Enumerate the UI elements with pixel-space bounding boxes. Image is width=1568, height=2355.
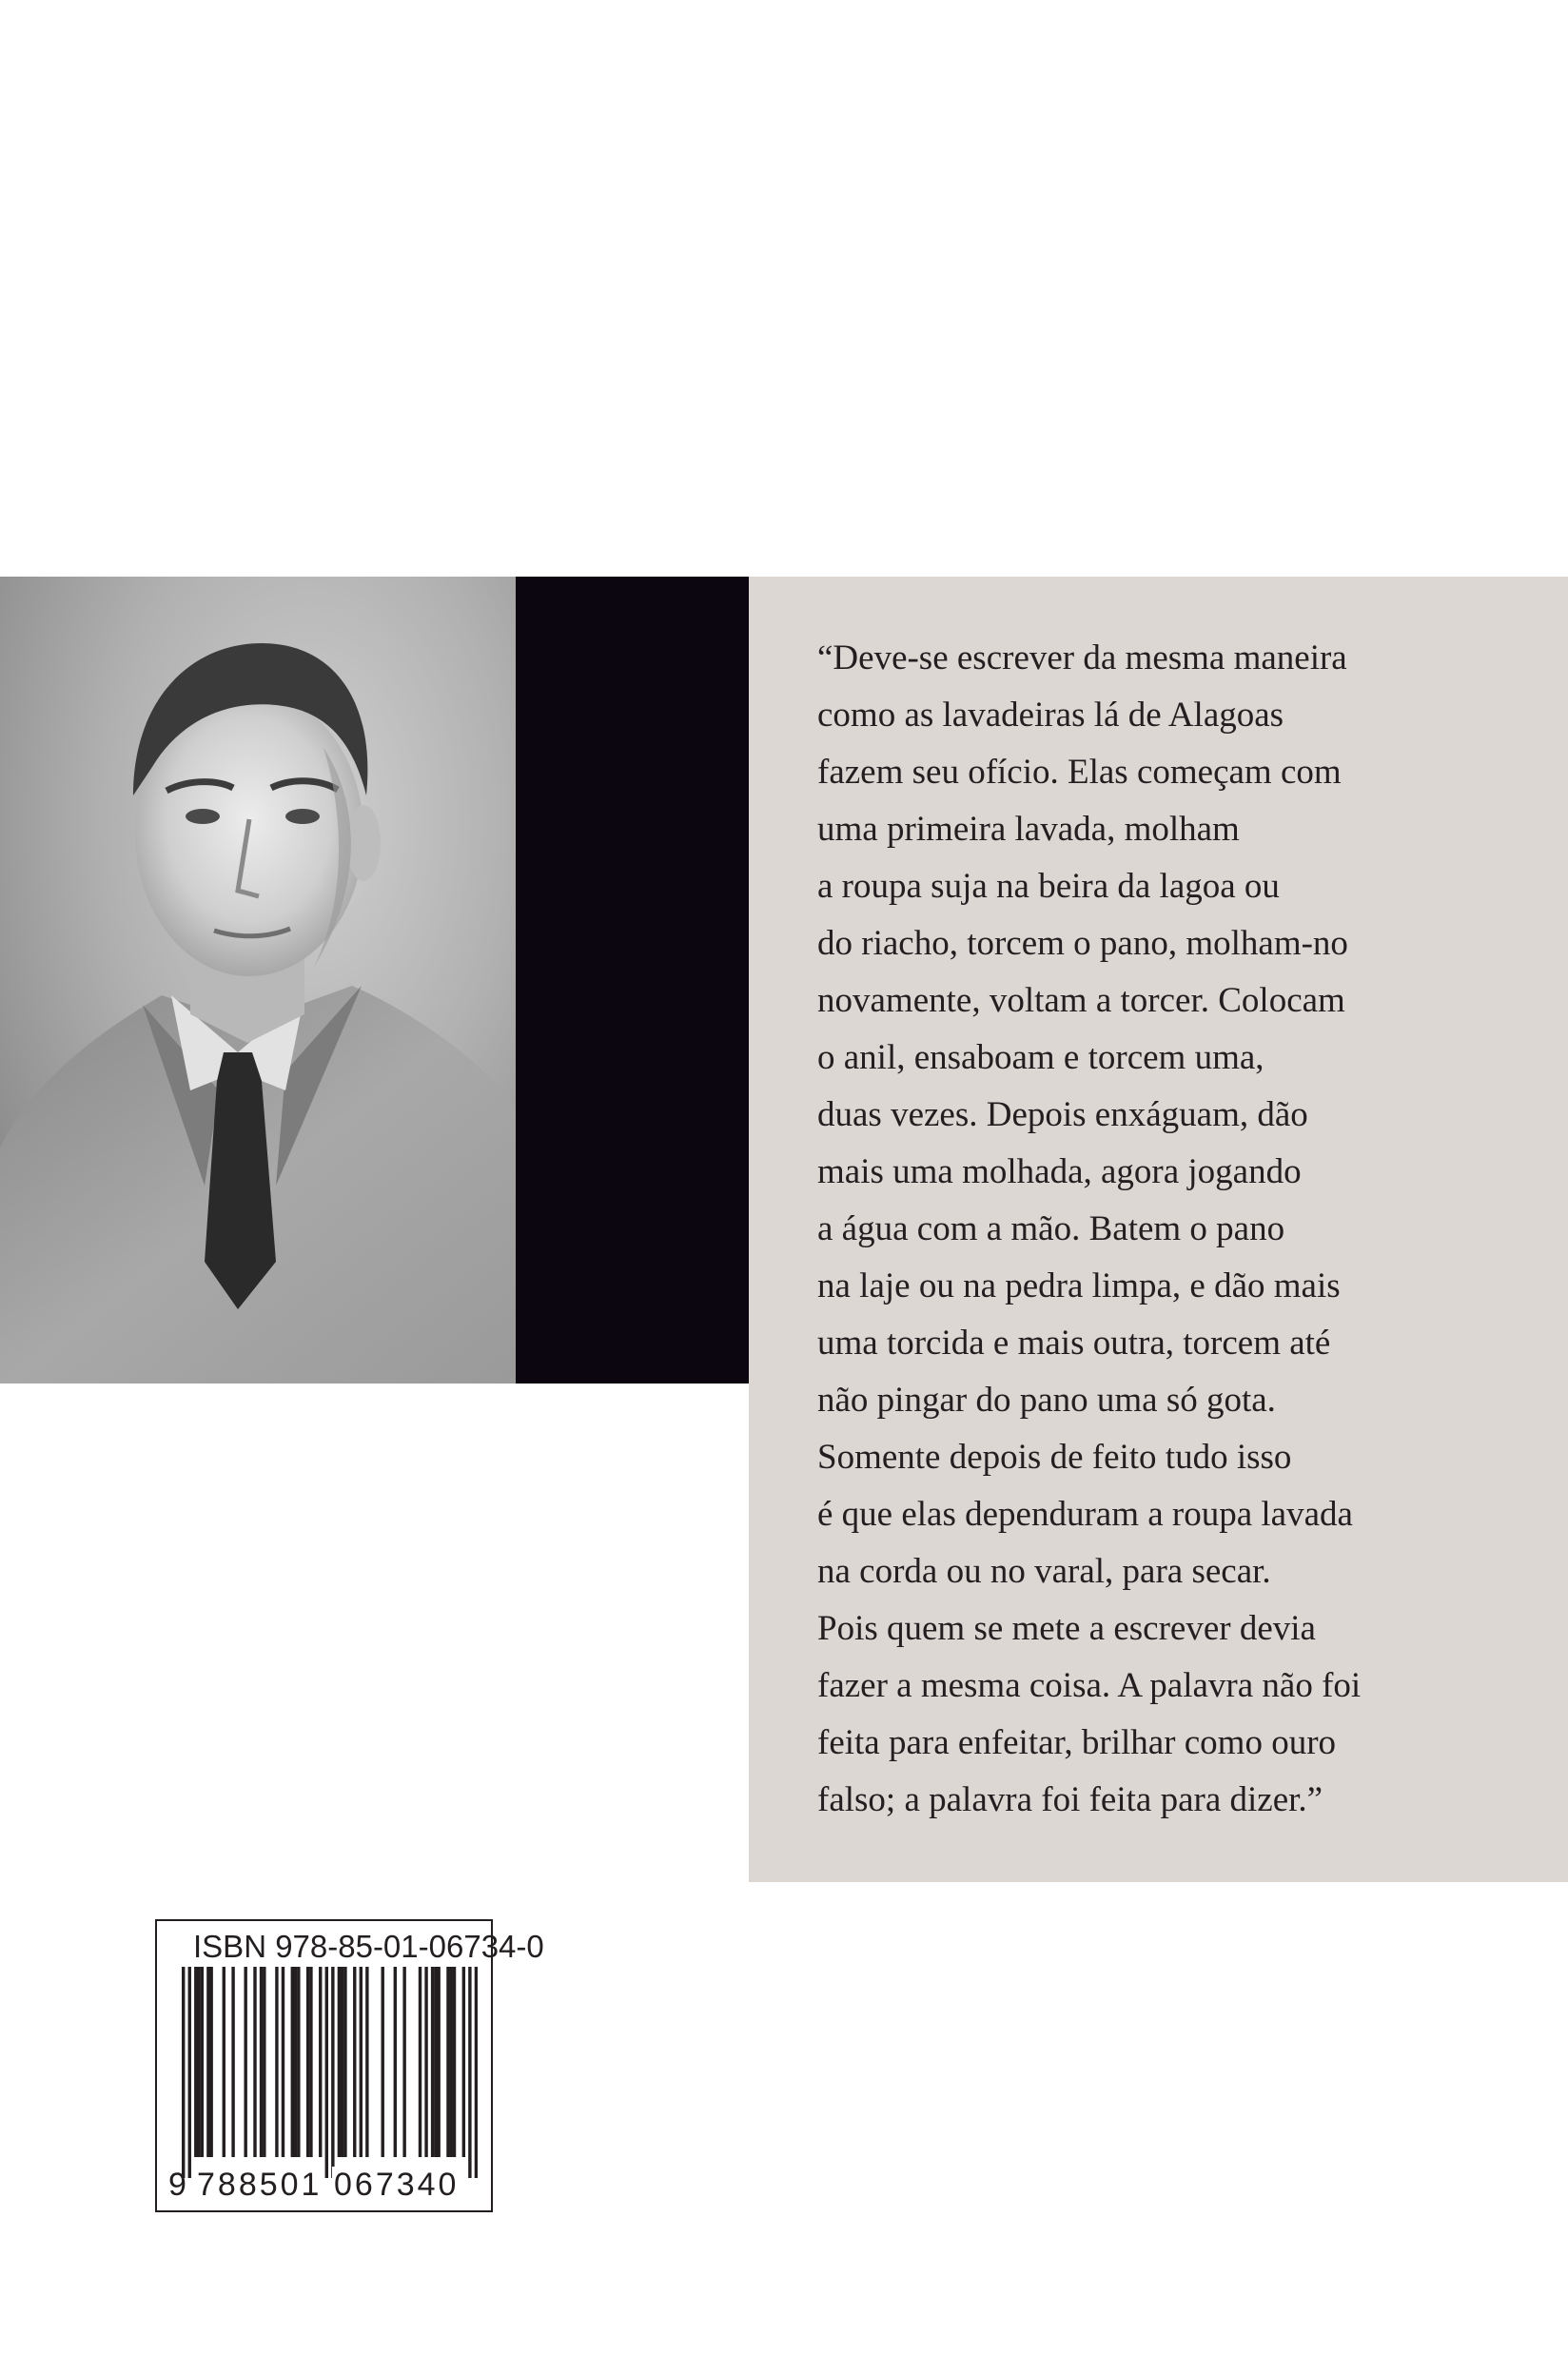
quote-line: a água com a mão. Batem o pano xyxy=(817,1209,1285,1248)
portrait-illustration xyxy=(0,577,516,1384)
photo-panel xyxy=(0,577,749,1384)
barcode-bar xyxy=(394,1967,397,2157)
barcode-bar xyxy=(206,1967,209,2157)
barcode-bar xyxy=(360,1967,363,2157)
barcode-guard-bar xyxy=(325,1967,328,2178)
quote-line: fazem seu ofício. Elas começam com xyxy=(817,753,1342,792)
barcode-bar xyxy=(260,1967,263,2157)
quote-line: é que elas dependuram a roupa lavada xyxy=(817,1495,1353,1534)
quote-line: na corda ou no varal, para secar. xyxy=(817,1552,1271,1591)
barcode-bar xyxy=(353,1967,356,2157)
barcode-bar xyxy=(434,1967,437,2157)
quote-line: novamente, voltam a torcer. Colocam xyxy=(817,981,1345,1020)
isbn-label: ISBN 978-85-01-06734-0 xyxy=(193,1929,544,1964)
barcode-bar xyxy=(201,1967,204,2157)
quote-line: duas vezes. Depois enxáguam, dão xyxy=(817,1095,1308,1134)
quote-line: Somente depois de feito tudo isso xyxy=(817,1438,1292,1477)
quote-line: Pois quem se mete a escrever devia xyxy=(817,1609,1316,1648)
barcode-bar xyxy=(341,1967,343,2157)
quote-text xyxy=(817,630,1540,1829)
quote-line: do riacho, torcem o pano, molham-no xyxy=(817,924,1348,963)
barcode-bar xyxy=(275,1967,278,2157)
isbn-barcode xyxy=(155,1919,544,2212)
barcode-bar xyxy=(306,1967,309,2157)
barcode-bar xyxy=(437,1967,440,2157)
quote-line: mais uma molhada, agora jogando xyxy=(817,1152,1302,1191)
barcode-bar xyxy=(223,1967,225,2157)
quote-line: fazer a mesma coisa. A palavra não foi xyxy=(817,1666,1362,1705)
barcode-bar xyxy=(338,1967,341,2157)
barcode-bar xyxy=(402,1967,405,2157)
barcode-bar xyxy=(431,1967,434,2157)
barcode-bar xyxy=(197,1967,200,2157)
barcode-bar xyxy=(231,1967,234,2157)
ean-right-digits: 067340 xyxy=(334,2167,460,2203)
barcode-bar xyxy=(365,1967,368,2157)
barcode-bar xyxy=(263,1967,265,2157)
barcode-guard-bar xyxy=(468,1967,471,2178)
barcode-bar xyxy=(282,1967,284,2157)
barcode-bar xyxy=(450,1967,453,2157)
quote-line: o anil, ensaboam e torcem uma, xyxy=(817,1038,1264,1077)
barcode-bar xyxy=(424,1967,427,2157)
barcode-guard-bar xyxy=(475,1967,478,2178)
author-portrait-photo xyxy=(0,577,516,1384)
quote-line: uma torcida e mais outra, torcem até xyxy=(817,1324,1331,1363)
quote-panel xyxy=(749,577,1568,1882)
barcode-bar xyxy=(194,1967,197,2157)
barcode-bar xyxy=(453,1967,456,2157)
ean-left-digits: 788501 xyxy=(197,2167,323,2203)
barcode-bar xyxy=(297,1967,300,2157)
quote-line: “Deve-se escrever da mesma maneira xyxy=(817,638,1347,677)
barcode-bar xyxy=(446,1967,449,2157)
ean-first-digit: 9 xyxy=(168,2167,186,2203)
quote-line: falso; a palavra foi feita para dizer.” xyxy=(817,1780,1323,1819)
barcode-bar xyxy=(244,1967,246,2157)
barcode-bar xyxy=(253,1967,256,2157)
barcode-bar xyxy=(343,1967,346,2157)
barcode-guard-bar xyxy=(188,1967,191,2178)
quote-line: como as lavadeiras lá de Alagoas xyxy=(817,696,1284,735)
quote-line: uma primeira lavada, molham xyxy=(817,810,1240,849)
quote-line: feita para enfeitar, brilhar como ouro xyxy=(817,1723,1337,1762)
barcode-bar xyxy=(319,1967,322,2157)
barcode-bar xyxy=(294,1967,297,2157)
barcode-bar xyxy=(382,1967,384,2157)
quote-line: a roupa suja na beira da lagoa ou xyxy=(817,867,1280,906)
quote-line: não pingar do pano uma só gota. xyxy=(817,1381,1276,1420)
barcode-bar xyxy=(462,1967,465,2157)
barcode-guard-bar xyxy=(182,1967,185,2178)
barcode-bar xyxy=(419,1967,421,2157)
barcode-bar xyxy=(309,1967,312,2157)
quote-line: na laje ou na pedra limpa, e dão mais xyxy=(817,1266,1341,1305)
barcode-guard-bar xyxy=(331,1967,334,2178)
barcode-bars xyxy=(168,1967,478,2178)
barcode-bar xyxy=(291,1967,294,2157)
barcode-bar xyxy=(209,1967,212,2157)
